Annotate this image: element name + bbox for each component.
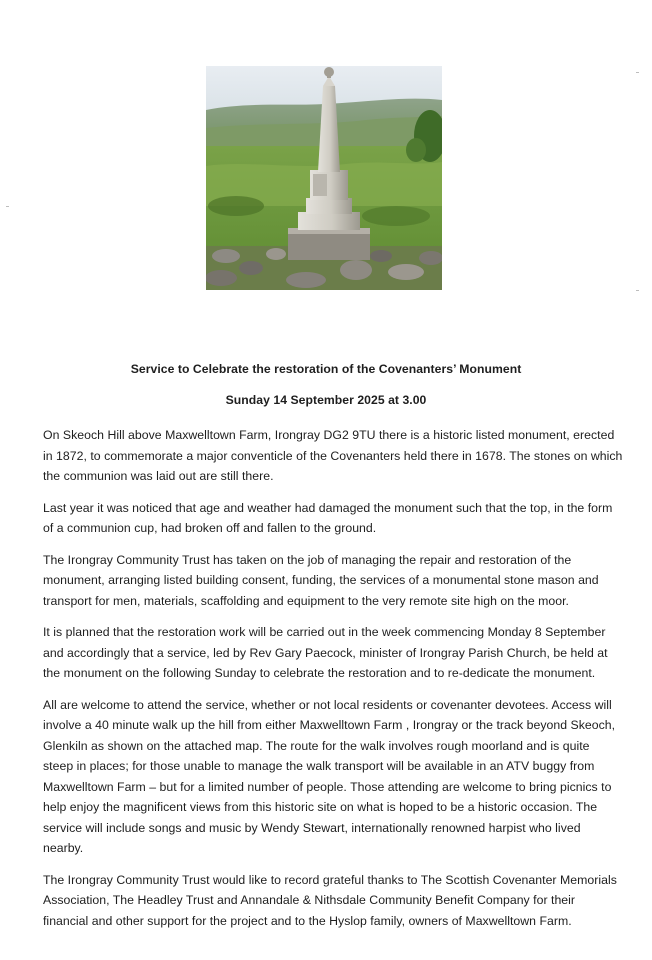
- paragraph-trust-role: The Irongray Community Trust has taken on the job of managing the repair and restoration of the monument, arranging listed building consent, funding, the services of a monumental stone mason and transport for men, materials, scaffolding and equipment to the very remote site high on the moor.: [43, 552, 599, 608]
- paragraph-damage: Last year it was noticed that age and weather had damaged the monument such that the top, in the form of a communion cup, had broken off and fallen to the ground.: [43, 500, 613, 535]
- paragraph-thanks: The Irongray Community Trust would like to record grateful thanks to The Scottish Covenanter Memorials Association, The Headley Trust and Annandale & Nithsdale Community Benefit Company for their financial and other support for the project and to the Hyslop family, owners of Maxwelltown Farm.: [43, 872, 617, 928]
- monument-photo: [206, 66, 442, 290]
- paragraph-location: On Skeoch Hill above Maxwelltown Farm, Irongray DG2 9TU there is a historic listed monument, erected in 1872, to commemorate a major conventicle of the Covenanters held there in 1678. The stones on which the communion was laid out are still there.: [43, 428, 623, 483]
- scan-speck: [636, 290, 639, 291]
- service-date: Sunday 14 September 2025 at 3.00: [225, 393, 427, 407]
- document-title: Service to Celebrate the restoration of the Covenanters’ Monument: [130, 362, 522, 376]
- scan-speck: [6, 206, 9, 207]
- paragraph-plan: It is planned that the restoration work will be carried out in the week commencing Monday 8 September and accordingly that a service, led by Rev Gary Paecock, minister of Irongray Parish Church, be held at the monument on the following Sunday to celebrate the restoration and to re-dedicate the monument.: [43, 625, 608, 680]
- scan-speck: [636, 72, 639, 73]
- paragraph-access: All are welcome to attend the service, whether or not local residents or covenanter devotees. Access will involve a 40 minute walk up the hill from either Maxwelltown Farm , Irongray or the track beyond Skeoch, Glenkiln as shown on the attached map. The route for the walk involves rough moorland and is quite steep in places; for those unable to manage the walk transport will be available in an ATV buggy from Maxwelltown Farm – but for a limited number of people. Those attending are welcome to bring picnics to help enjoy the magnificent views from this historic site on what is hoped to be a historic occasion. The service will include songs and music by Wendy Stewart, internationally renowned harpist who lived nearby.: [43, 697, 616, 855]
- document-body: [43, 425, 623, 942]
